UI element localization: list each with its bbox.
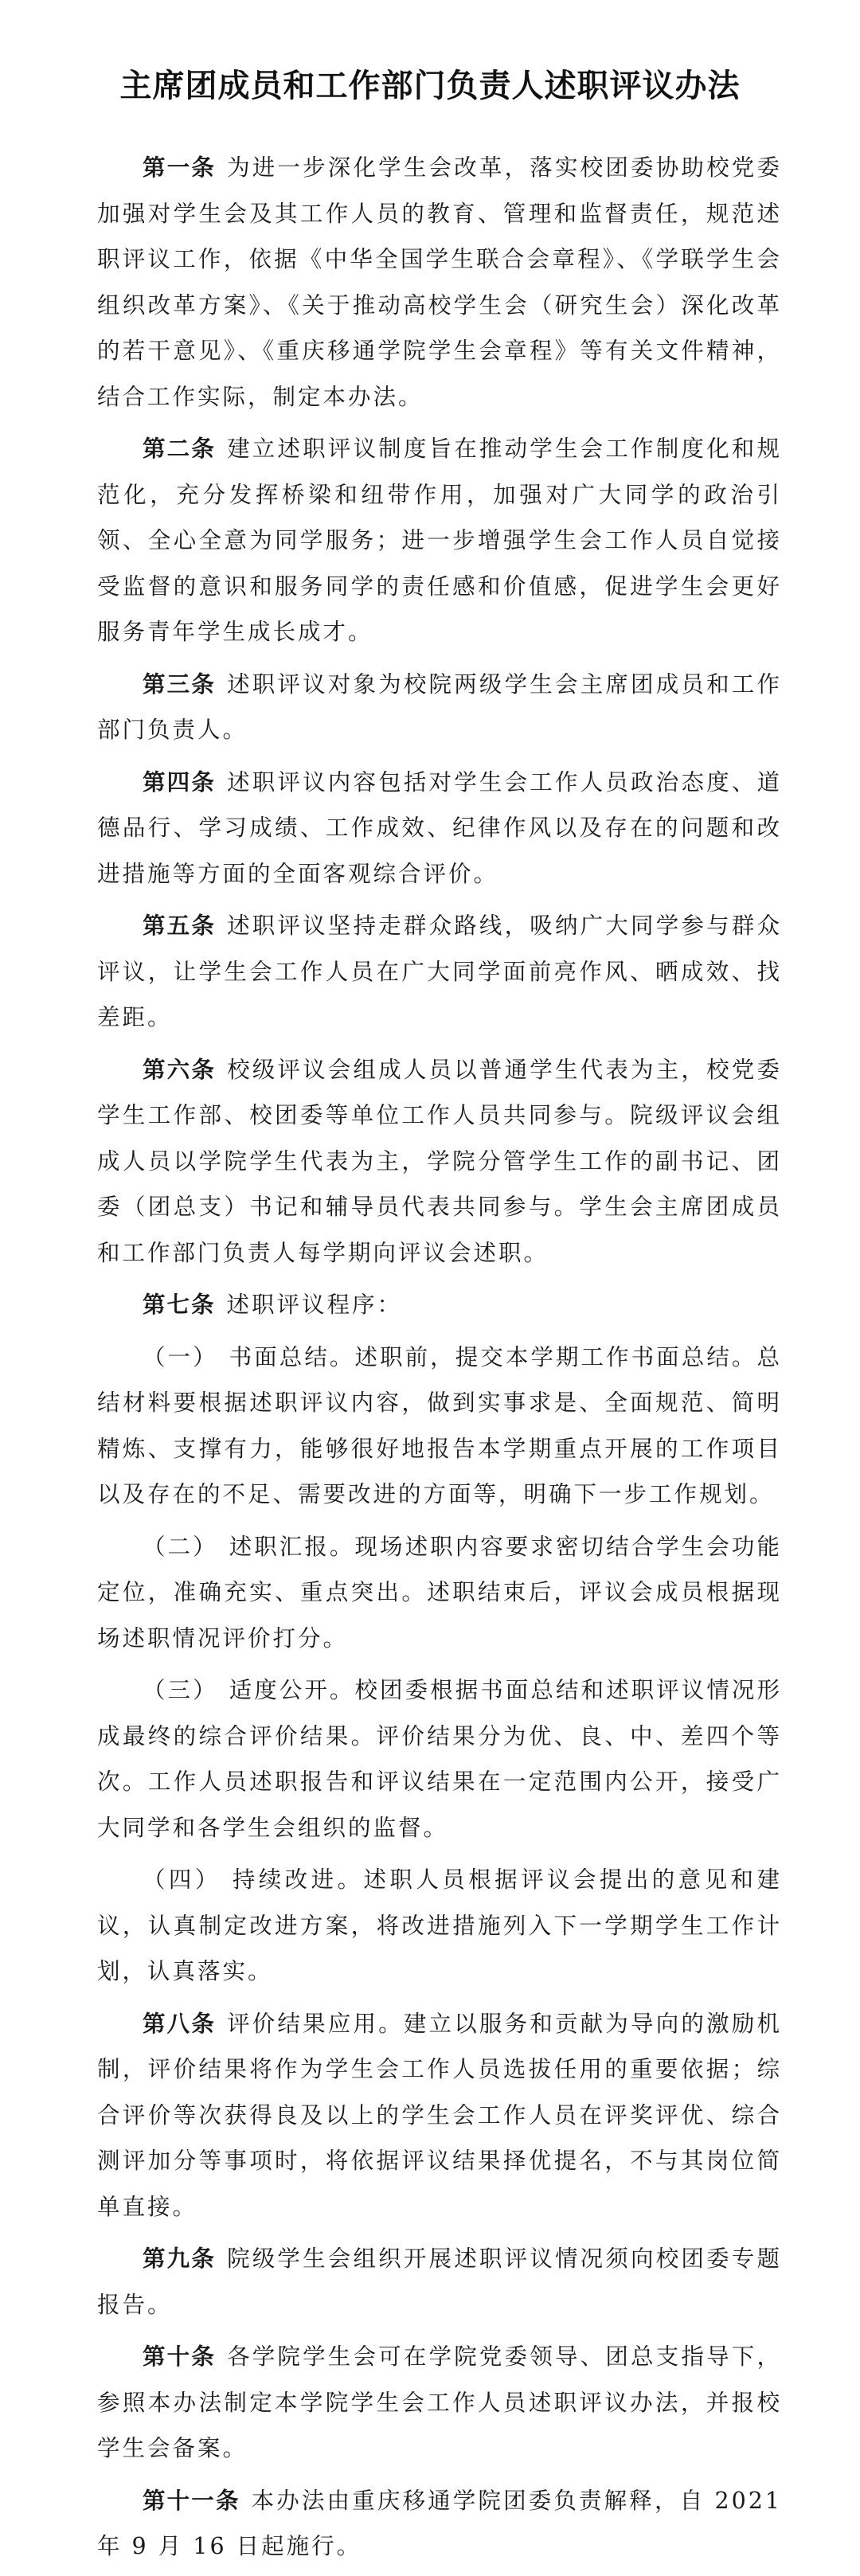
article-text: 评价结果应用。建立以服务和贡献为导向的激励机制，评价结果将作为学生会工作人员选拔任用的重要依据；综合评价等次获得良及以上的学生会工作人员在评奖评优、综合测评加分等事项时，将依据评议结果择优提名，不与其岗位简单直接。: [97, 2010, 782, 2220]
article-9: [97, 2236, 782, 2328]
procedure-text: 持续改进。述职人员根据评议会提出的意见和建议，认真制定改进方案，将改进措施列入下一学期学生工作计划，认真落实。: [97, 1867, 782, 1984]
article-text: 述职评议对象为校院两级学生会主席团成员和工作部门负责人。: [97, 670, 782, 743]
article-text: 院级学生会组织开展述职评议情况须向校团委专题报告。: [97, 2246, 782, 2318]
procedure-item-2: [97, 1524, 782, 1662]
article-text: 校级评议会组成人员以普通学生代表为主，校党委学生工作部、校团委等单位工作人员共同参与。院级评议会组成人员以学院学生代表为主，学院分管学生工作的副书记、团委（团总支）书记和辅导员代表共同参与。学生会主席团成员和工作部门负责人每学期向评议会述职。: [97, 1056, 782, 1266]
article-text: 述职评议内容包括对学生会工作人员政治态度、道德品行、学习成绩、工作成效、纪律作风以及存在的问题和改进措施等方面的全面客观综合评价。: [97, 768, 782, 887]
procedure-text: 书面总结。述职前，提交本学期工作书面总结。总结材料要根据述职评议内容，做到实事求是、全面规范、简明精炼、支撑有力，能够很好地报告本学期重点开展的工作项目以及存在的不足、需要改进的方面等，明确下一步工作规划。: [97, 1343, 782, 1507]
article-label: 第七条: [143, 1292, 216, 1318]
article-2: [97, 426, 782, 655]
article-7: [97, 1282, 782, 1328]
article-text: 各学院学生会可在学院党委领导、团总支指导下，参照本办法制定本学院学生会工作人员述职评议办法，并报校学生会备案。: [97, 2343, 782, 2461]
procedure-item-3: [97, 1667, 782, 1851]
procedure-label: （二）: [143, 1533, 218, 1560]
article-4: [97, 760, 782, 897]
article-label: 第四条: [143, 768, 217, 795]
procedure-label: （一）: [143, 1343, 218, 1370]
article-label: 第三条: [143, 670, 217, 698]
article-label: 第八条: [143, 2010, 217, 2037]
article-label: 第十一条: [143, 2487, 240, 2514]
procedure-item-4: [97, 1857, 782, 1995]
article-label: 第五条: [143, 913, 217, 939]
article-label: 第二条: [143, 436, 217, 462]
article-1: [97, 145, 782, 420]
document-body: [97, 145, 782, 2576]
article-label: 第六条: [143, 1056, 217, 1083]
article-text: 本办法由重庆移通学院团委负责解释，自 2021 年 9 月 16 日起施行。: [97, 2487, 782, 2559]
article-text: 建立述职评议制度旨在推动学生会工作制度化和规范化，充分发挥桥梁和纽带作用，加强对广大同学的政治引领、全心全意为同学服务；进一步增强学生会工作人员自觉接受监督的意识和服务同学的责任感和价值感，促进学生会更好服务青年学生成长成才。: [97, 436, 782, 645]
article-10: [97, 2334, 782, 2472]
article-11: [97, 2478, 782, 2570]
article-5: [97, 903, 782, 1041]
procedure-text: 适度公开。校团委根据书面总结和述职评议情况形成最终的综合评价结果。评价结果分为优、良、中、差四个等次。工作人员述职报告和评议结果在一定范围内公开，接受广大同学和各学生会组织的监督。: [97, 1677, 782, 1841]
procedure-label: （三）: [143, 1677, 218, 1703]
article-3: [97, 662, 782, 753]
article-text: 为进一步深化学生会改革，落实校团委协助校党委加强对学生会及其工作人员的教育、管理和监督责任，规范述职评议工作，依据《中华全国学生联合会章程》、《学联学生会组织改革方案》、《关于推动高校学生会（研究生会）深化改革的若干意见》、《重庆移通学院学生会章程》等有关文件精神，结合工作实际，制定本办法。: [97, 154, 782, 410]
procedure-item-1: [97, 1335, 782, 1518]
article-label: 第一条: [143, 154, 217, 181]
article-6: [97, 1047, 782, 1276]
article-8: [97, 2001, 782, 2230]
procedure-text: 述职汇报。现场述职内容要求密切结合学生会功能定位，准确充实、重点突出。述职结束后，评议会成员根据现场述职情况评价打分。: [97, 1533, 782, 1652]
article-text: 述职评议坚持走群众路线，吸纳广大同学参与群众评议，让学生会工作人员在广大同学面前亮作风、晒成效、找差距。: [97, 913, 782, 1030]
article-label: 第十条: [143, 2343, 217, 2370]
procedure-label: （四）: [143, 1867, 221, 1893]
article-label: 第九条: [143, 2246, 217, 2272]
article-text: 述职评议程序：: [226, 1292, 403, 1318]
document-title: 主席团成员和工作部门负责人述职评议办法: [119, 67, 741, 104]
